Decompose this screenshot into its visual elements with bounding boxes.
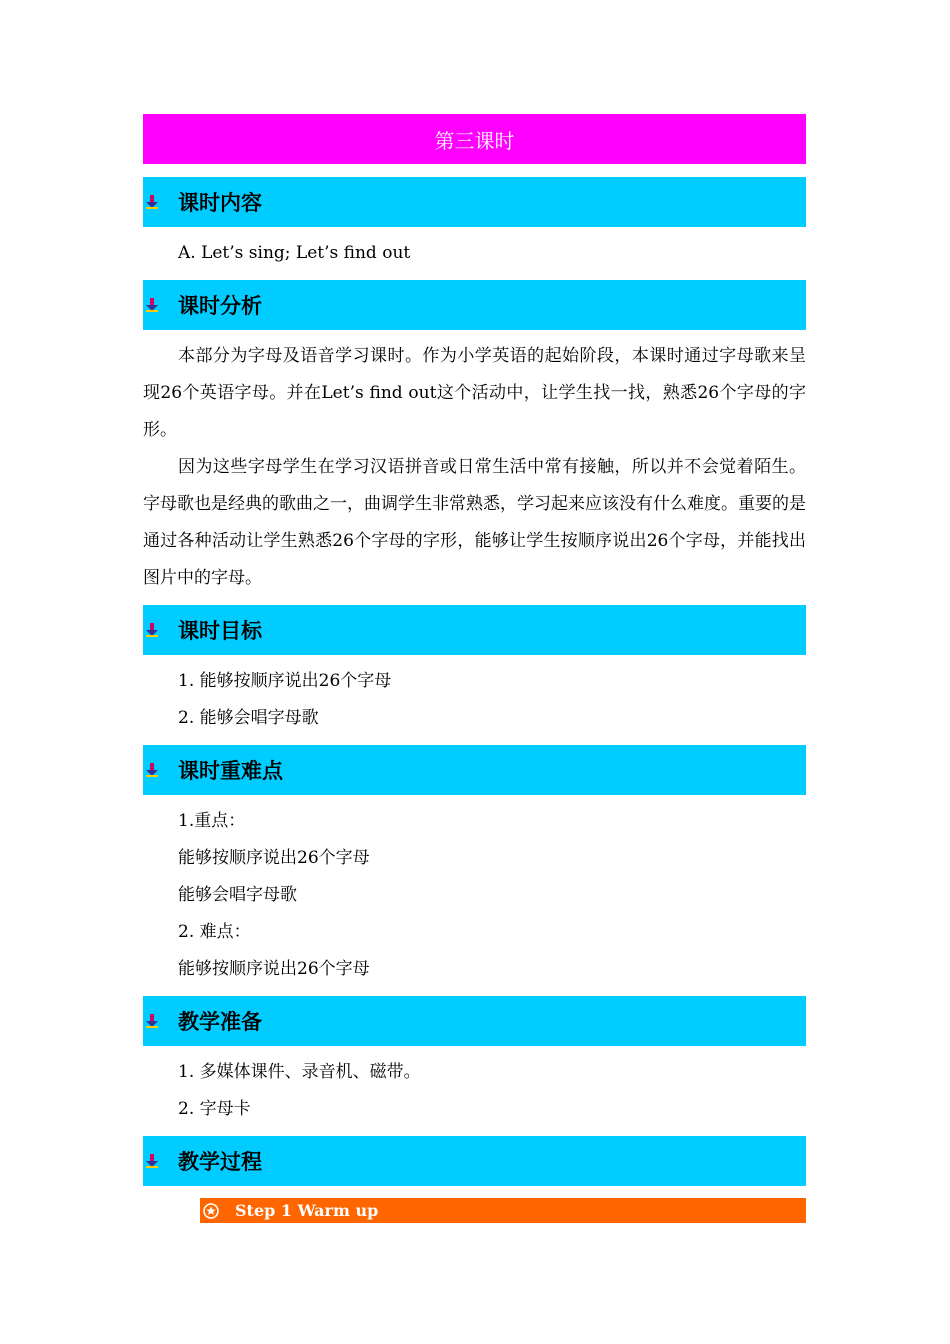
section-heading: 教学过程 xyxy=(178,1150,262,1174)
section-body-key-points xyxy=(143,795,806,996)
text-line: 能够按顺序说出26个字母 xyxy=(178,959,370,979)
page-title: 第三课时 xyxy=(143,114,806,164)
star-circle-icon xyxy=(203,1203,219,1219)
section-header-content xyxy=(143,177,806,227)
down-arrow-bullet-icon xyxy=(146,195,158,209)
section-header-key-points xyxy=(143,745,806,795)
section-header-preparation xyxy=(143,996,806,1046)
document-page xyxy=(143,114,806,1223)
text-line: 2. 难点： xyxy=(178,922,251,942)
section-body-goals xyxy=(143,655,806,745)
down-arrow-bullet-icon xyxy=(146,298,158,312)
down-arrow-bullet-icon xyxy=(146,1154,158,1168)
down-arrow-bullet-icon xyxy=(146,763,158,777)
section-heading: 教学准备 xyxy=(178,1010,262,1034)
list-item: 1. 能够按顺序说出26个字母 xyxy=(178,671,392,691)
section-header-goals xyxy=(143,605,806,655)
text-line: 能够会唱字母歌 xyxy=(178,885,297,905)
section-body-content xyxy=(143,227,806,280)
section-body-analysis xyxy=(143,330,806,605)
list-item: 1. 多媒体课件、录音机、磁带。 xyxy=(178,1062,421,1082)
paragraph: 因为这些字母学生在学习汉语拼音或日常生活中常有接触，所以并不会觉着陌生。字母歌也是经典的歌曲之一，曲调学生非常熟悉，学习起来应该没有什么难度。重要的是通过各种活动让学生熟悉26个字母的字形，能够让学生按顺序说出26个字母，并能找出图片中的字母。 xyxy=(143,457,806,588)
text-line: 1.重点： xyxy=(178,811,246,831)
step-label: Step 1 Warm up xyxy=(235,1201,379,1220)
paragraph: 本部分为字母及语音学习课时。作为小学英语的起始阶段，本课时通过字母歌来呈现26个英语字母。并在Let’s find out这个活动中，让学生找一找，熟悉26个字母的字形。 xyxy=(143,346,806,440)
list-item: 2. 字母卡 xyxy=(178,1099,251,1119)
step-bar xyxy=(200,1198,806,1223)
down-arrow-bullet-icon xyxy=(146,623,158,637)
down-arrow-bullet-icon xyxy=(146,1014,158,1028)
section-heading: 课时分析 xyxy=(178,294,262,318)
section-body-preparation xyxy=(143,1046,806,1136)
section-header-process xyxy=(143,1136,806,1186)
text-line: A. Let’s sing; Let’s find out xyxy=(178,243,411,263)
section-heading: 课时重难点 xyxy=(178,759,283,783)
section-heading: 课时内容 xyxy=(178,191,262,215)
section-header-analysis xyxy=(143,280,806,330)
list-item: 2. 能够会唱字母歌 xyxy=(178,708,319,728)
text-line: 能够按顺序说出26个字母 xyxy=(178,848,370,868)
section-heading: 课时目标 xyxy=(178,619,262,643)
